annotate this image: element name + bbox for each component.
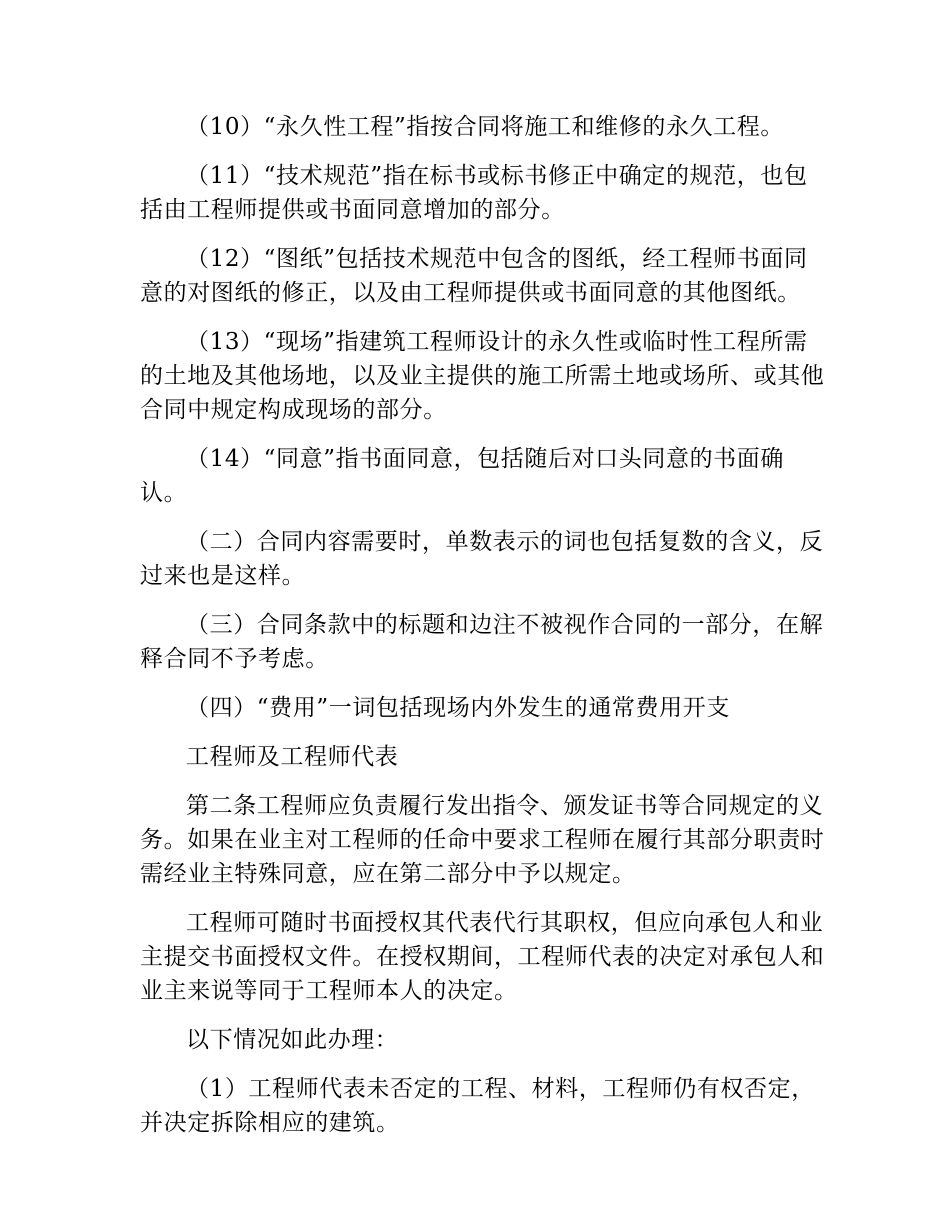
clause-3-headings: （三）合同条款中的标题和边注不被视作合同的一部分，在解释合同不予考虑。 xyxy=(140,612,824,672)
clause-13-site: （13）“现场”指建筑工程师设计的永久性或临时性工程所需的土地及其他场地，以及业主提供的施工所需土地或场所、或其他合同中规定构成现场的部分。 xyxy=(140,329,825,423)
document-page xyxy=(140,110,830,1155)
clause-4-costs: （四）“费用”一词包括现场内外发生的通常费用开支 xyxy=(186,695,730,721)
clause-2-singular-plural: （二）合同内容需要时，单数表示的词也包括复数的含义，反过来也是这样。 xyxy=(140,529,824,589)
clause-11-specification: （11）“技术规范”指在标书或标书修正中确定的规范，也包括由工程师提供或书面同意增加的部分。 xyxy=(140,163,808,223)
clause-14-consent: （14）“同意”指书面同意，包括随后对口头同意的书面确认。 xyxy=(140,446,784,506)
clause-12-drawings: （12）“图纸”包括技术规范中包含的图纸，经工程师书面同意的对图纸的修正，以及由工程师提供或书面同意的其他图纸。 xyxy=(140,246,808,306)
article-2-engineer-duties: 第二条工程师应负责履行发出指令、颁发证书等合同规定的义务。如果在业主对工程师的任命中要求工程师在履行其部分职责时需经业主特殊同意，应在第二部分中予以规定。 xyxy=(140,793,825,887)
engineer-delegation: 工程师可随时书面授权其代表代行其职权，但应向承包人和业主提交书面授权文件。在授权期间，工程师代表的决定对承包人和业主来说等同于工程师本人的决定。 xyxy=(140,910,825,1004)
procedure-item-1: （1）工程师代表未否定的工程、材料，工程师仍有权否定，并决定拆除相应的建筑。 xyxy=(140,1076,815,1136)
clause-10-permanent-works: （10）“永久性工程”指按合同将施工和维修的永久工程。 xyxy=(186,114,784,140)
section-heading-engineer: 工程师及工程师代表 xyxy=(186,744,399,770)
procedure-intro: 以下情况如此办理： xyxy=(186,1027,399,1053)
